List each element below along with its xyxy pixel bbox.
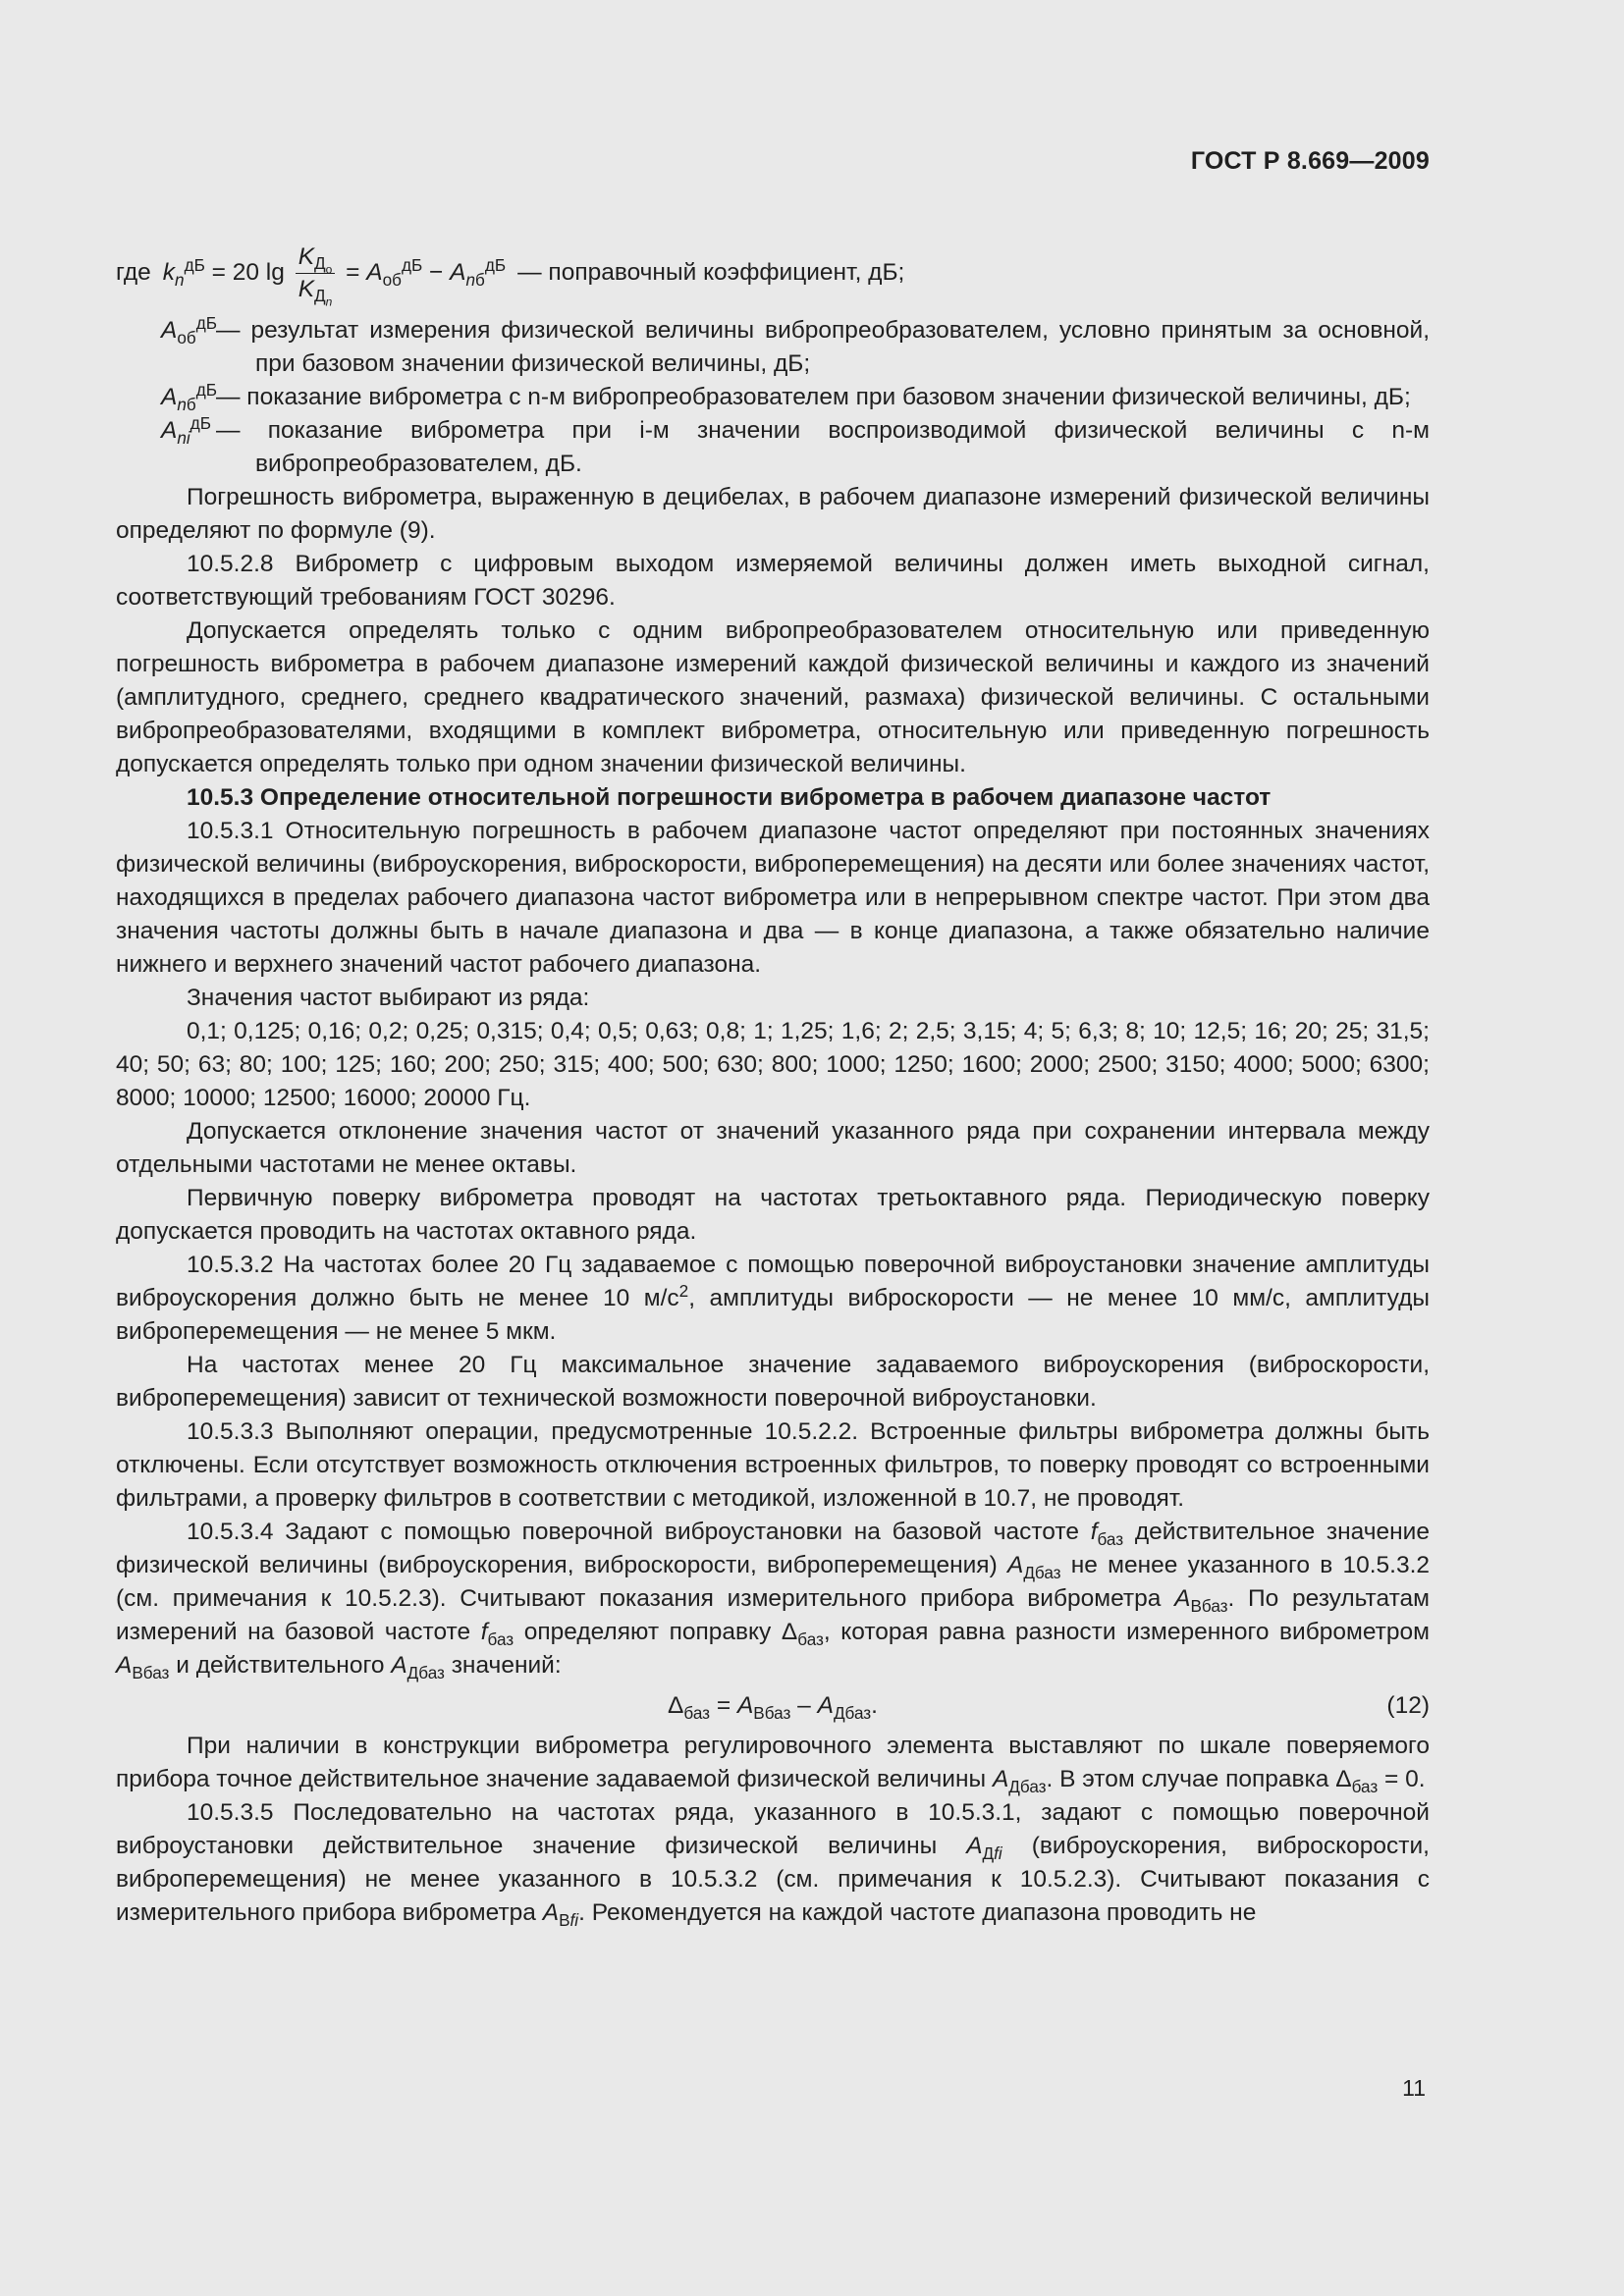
- symbol-definitions: [161, 314, 1430, 481]
- equation-expression: $\Delta_{баз} = A_{Вбаз} - A_{Дбаз}$.: [668, 1692, 878, 1723]
- paragraph: Значения частот выбирают из ряда:: [187, 985, 590, 1011]
- paragraph: Допускается отклонение значения частот от значений указанного ряда при сохранении интервала между отдельными частотами не менее октавы.: [116, 1118, 1430, 1178]
- paragraph: 10.5.3.2 На частотах более 20 Гц задаваемое с помощью поверочной виброустановки значение амплитуды виброускорения должно быть не менее 10 $м/с^2$, амплитуды виброскорости — не менее 10 мм/с, амплитуды виброперемещения — не менее 5 мкм.: [116, 1252, 1430, 1345]
- definition-item: [161, 381, 1430, 414]
- definition-symbol: $A_{ni}^{дБ}$: [161, 412, 211, 448]
- equation-12: [116, 1682, 1430, 1730]
- definition-symbol: $A_{nб}^{дБ}$: [161, 379, 217, 414]
- page-content: [116, 232, 1430, 1930]
- equation-number: (12): [1386, 1692, 1430, 1719]
- frequency-series: 0,1; 0,125; 0,16; 0,2; 0,25; 0,315; 0,4; 0,5; 0,63; 0,8; 1; 1,25; 1,6; 2; 2,5; 3,15; 4; 5; 6,3; 8; 10; 12,5; 16; 20; 25; 31,5; 40; 50; 63; 80; 100; 125; 160; 200; 250; 315; 400; 500; 630; 800; 1000; 1250; 1600; 2000; 2500; 3150; 4000; 5000; 6300; 8000; 10000; 12500; 16000; 20000 Гц.: [116, 1018, 1430, 1111]
- definition-text: — показание виброметра при i-м значении воспроизводимой физической величины с n-м вибропреобразователем, дБ.: [216, 417, 1430, 477]
- formula-expression: $k_n^{дБ} = 20$ lg $\frac{K_{Д_о}}{K_{Д_n}}$ = $A_{об}^{дБ} - A_{nб}^{дБ}$: [162, 242, 507, 309]
- page-number: 11: [1402, 2075, 1426, 2101]
- paragraph: 10.5.3.1 Относительную погрешность в рабочем диапазоне частот определяют при постоянных значениях физической величины (виброускорения, виброскорости, виброперемещения) на десяти или более значениях частот, находящихся в пределах рабочего диапазона частот виброметра или в непрерывном спектре частот. При этом два значения частоты должны быть в начале диапазона и два — в конце диапазона, а также обязательно наличие нижнего и верхнего значений частот рабочего диапазона.: [116, 818, 1430, 978]
- paragraph: 10.5.3.3 Выполняют операции, предусмотренные 10.5.2.2. Встроенные фильтры виброметра должны быть отключены. Если отсутствует возможность отключения встроенных фильтров, то поверку проводят со встроенными фильтрами, а проверку фильтров в соответствии с методикой, изложенной в 10.7, не проводят.: [116, 1418, 1430, 1512]
- paragraph: 10.5.3.5 Последовательно на частотах ряда, указанного в 10.5.3.1, задают с помощью поверочной виброустановки действительное значение физической величины $A_{Дfi}$ (виброускорения, виброскорости, виброперемещения) не менее указанного в 10.5.3.2 (см. примечания к 10.5.2.3). Считывают показания с измерительного прибора виброметра $A_{Вfi}$. Рекомендуется на каждой частоте диапазона проводить не: [116, 1799, 1430, 1930]
- section-heading: 10.5.3 Определение относительной погрешности виброметра в рабочем диапазоне частот: [187, 784, 1272, 811]
- definition-item: [161, 414, 1430, 481]
- paragraph: 10.5.3.4 Задают с помощью поверочной виброустановки на базовой частоте $f_{баз}$ действительное значение физической величины (виброускорения, виброскорости, виброперемещения) $A_{Дбаз}$ не менее указанного в 10.5.3.2 (см. примечания к 10.5.2.3). Считывают показания измерительного прибора виброметра $A_{Вбаз}$. По результатам измерений на базовой частоте $f_{баз}$ определяют поправку $\Delta_{баз}$, которая равна разности измеренного виброметром $A_{Вбаз}$ и действительного $A_{Дбаз}$ значений:: [116, 1519, 1430, 1682]
- where-label: где: [116, 259, 151, 286]
- paragraph: На частотах менее 20 Гц максимальное значение задаваемого виброускорения (виброскорости, виброперемещения) зависит от технической возможности поверочной виброустановки.: [116, 1352, 1430, 1412]
- definition-text: — результат измерения физической величины вибропреобразователем, условно принятым за основной, при базовом значении физической величины, дБ;: [216, 317, 1430, 377]
- paragraph: При наличии в конструкции виброметра регулировочного элемента выставляют по шкале поверяемого прибора точное действительное значение задаваемой физической величины $A_{Дбаз}$. В этом случае поправка $\Delta_{баз} = 0$.: [116, 1733, 1430, 1796]
- definition-text: — показание виброметра с n-м вибропреобразователем при базовом значении физической величины, дБ;: [216, 384, 1411, 410]
- paragraph: Допускается определять только с одним вибропреобразователем относительную или приведенную погрешность виброметра в рабочем диапазоне измерений каждой физической величины и каждого из значений (амплитудного, среднего, среднего квадратического значений, размаха) физической величины. С остальными вибропреобразователями, входящими в комплект виброметра, относительную или приведенную погрешность допускается определять только при одном значении физической величины.: [116, 617, 1430, 777]
- definition-item: [161, 314, 1430, 381]
- document-header: ГОСТ Р 8.669—2009: [1190, 147, 1430, 175]
- paragraph: Первичную поверку виброметра проводят на частотах третьоктавного ряда. Периодическую поверку допускается проводить на частотах октавного ряда.: [116, 1185, 1430, 1245]
- formula-description: — поправочный коэффициент, дБ;: [517, 259, 905, 286]
- definition-symbol: $A_{об}^{дБ}$: [161, 312, 217, 347]
- paragraph: 10.5.2.8 Виброметр с цифровым выходом измеряемой величины должен иметь выходной сигнал, соответствующий требованиям ГОСТ 30296.: [116, 551, 1430, 611]
- paragraph: Погрешность виброметра, выраженную в децибелах, в рабочем диапазоне измерений физической величины определяют по формуле (9).: [116, 484, 1430, 544]
- fraction: $\frac{K_{Д_о}}{K_{Д_n}}$: [296, 242, 336, 304]
- correction-coefficient-formula: [116, 232, 1430, 314]
